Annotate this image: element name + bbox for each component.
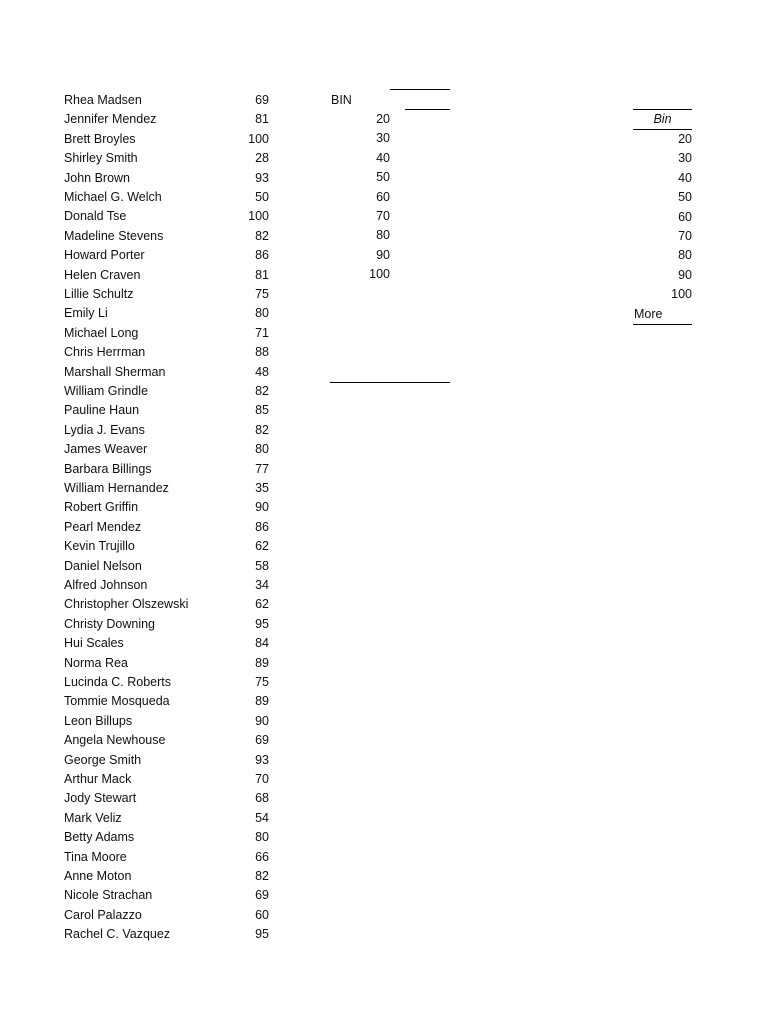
student-score: 84 [255, 636, 269, 651]
student-name: Rhea Madsen [64, 93, 142, 107]
output-bin-value: 50 [678, 190, 692, 205]
bin-value: 70 [376, 209, 390, 223]
student-name: Brett Broyles [64, 131, 136, 146]
student-name: Leon Billups [64, 713, 133, 728]
student-score: 54 [255, 810, 269, 825]
student-name: Jennifer Mendez [64, 112, 157, 127]
student-score: 71 [255, 325, 269, 340]
student-name: Howard Porter [64, 248, 145, 263]
student-name: Daniel Nelson [64, 558, 142, 573]
student-score: 100 [248, 209, 269, 224]
student-name: William Grindle [64, 384, 149, 398]
bin-value: 40 [376, 150, 390, 165]
student-score: 86 [255, 519, 269, 534]
student-score: 75 [255, 675, 269, 689]
output-bin-value: 20 [678, 132, 692, 146]
student-score: 82 [255, 422, 269, 437]
student-score: 81 [255, 112, 269, 127]
student-score: 50 [255, 190, 269, 204]
student-name: Madeline Stevens [64, 228, 164, 243]
bin-bottom-rule [330, 382, 450, 383]
student-score: 62 [255, 597, 269, 612]
student-name: Kevin Trujillo [64, 539, 135, 554]
output-more-label: More [634, 307, 663, 321]
bin-top-rule [390, 89, 450, 90]
student-name: Shirley Smith [64, 151, 138, 166]
student-score: 80 [255, 306, 269, 321]
student-score: 75 [255, 287, 269, 301]
student-score: 89 [255, 655, 269, 670]
student-name: Marshall Sherman [64, 364, 166, 379]
output-bin-value: 60 [678, 209, 692, 224]
student-name: Tommie Mosqueda [64, 694, 170, 709]
student-name: Barbara Billings [64, 461, 152, 476]
student-score: 69 [255, 733, 269, 748]
bin-label: BIN [331, 93, 352, 107]
student-name: George Smith [64, 752, 142, 767]
output-bin-value: 90 [678, 267, 692, 282]
student-name: Helen Craven [64, 267, 141, 282]
student-score: 88 [255, 345, 269, 360]
student-name: Angela Newhouse [64, 733, 166, 748]
student-name: Robert Griffin [64, 500, 139, 515]
bin-value: 100 [369, 267, 390, 282]
student-name: Arthur Mack [64, 772, 132, 786]
student-score: 69 [255, 93, 269, 107]
student-score: 93 [255, 752, 269, 767]
student-name: Norma Rea [64, 655, 128, 670]
student-name: Pauline Haun [64, 403, 140, 418]
student-score: 81 [255, 267, 269, 282]
student-name: Michael G. Welch [64, 190, 162, 204]
output-bin-value: 100 [671, 287, 692, 302]
student-score: 93 [255, 170, 269, 185]
bin-value: 20 [376, 112, 390, 126]
bin-second-rule [405, 109, 450, 110]
student-score: 77 [255, 461, 269, 476]
student-score: 90 [255, 500, 269, 515]
student-score: 34 [255, 578, 269, 592]
bin-value: 30 [376, 131, 390, 146]
student-score: 85 [255, 403, 269, 418]
output-bin-value: 40 [678, 170, 692, 185]
student-name: Nicole Strachan [64, 888, 153, 903]
student-name: Tina Moore [64, 849, 127, 864]
student-score: 95 [255, 927, 269, 942]
student-name: John Brown [64, 170, 131, 185]
student-name: Anne Moton [64, 869, 132, 883]
student-name: Hui Scales [64, 636, 124, 651]
student-name: Emily Li [64, 306, 108, 321]
student-name: Michael Long [64, 325, 139, 340]
student-score: 86 [255, 248, 269, 263]
student-score: 89 [255, 694, 269, 709]
student-name: Carol Palazzo [64, 907, 142, 922]
student-score: 60 [255, 907, 269, 922]
student-score: 58 [255, 558, 269, 573]
bin-value: 60 [376, 189, 390, 204]
student-score: 69 [255, 888, 269, 903]
student-name: Chris Herrman [64, 345, 146, 360]
student-name: Christy Downing [64, 616, 156, 631]
output-bin-header: Bin [653, 112, 672, 126]
student-name: Lillie Schultz [64, 287, 134, 301]
student-score: 82 [255, 869, 269, 883]
student-score: 68 [255, 791, 269, 806]
student-score: 82 [255, 228, 269, 243]
student-score: 82 [255, 384, 269, 398]
output-bin-value: 70 [678, 229, 692, 243]
student-score: 48 [255, 364, 269, 379]
bin-value: 80 [376, 228, 390, 243]
output-bottom-rule [633, 324, 692, 325]
student-score: 90 [255, 713, 269, 728]
student-name: Mark Veliz [64, 810, 122, 825]
student-score: 62 [255, 539, 269, 554]
student-score: 80 [255, 442, 269, 457]
student-name: Donald Tse [64, 209, 127, 224]
output-bin-value: 30 [678, 151, 692, 166]
student-score: 100 [248, 131, 269, 146]
student-name: Alfred Johnson [64, 578, 148, 592]
student-name: Betty Adams [64, 830, 135, 845]
student-score: 80 [255, 830, 269, 845]
student-name: William Hernandez [64, 481, 169, 495]
bin-value: 90 [376, 247, 390, 262]
student-score: 70 [255, 772, 269, 786]
student-score: 28 [255, 151, 269, 166]
bin-value: 50 [376, 170, 390, 185]
output-bin-value: 80 [678, 248, 692, 263]
student-name: Jody Stewart [64, 791, 137, 806]
student-score: 35 [255, 481, 269, 495]
student-name: Lydia J. Evans [64, 422, 145, 437]
student-name: Christopher Olszewski [64, 597, 189, 612]
student-name: Lucinda C. Roberts [64, 675, 172, 689]
student-score: 95 [255, 616, 269, 631]
student-name: Rachel C. Vazquez [64, 927, 171, 942]
student-name: James Weaver [64, 442, 148, 457]
student-score: 66 [255, 849, 269, 864]
student-name: Pearl Mendez [64, 519, 142, 534]
